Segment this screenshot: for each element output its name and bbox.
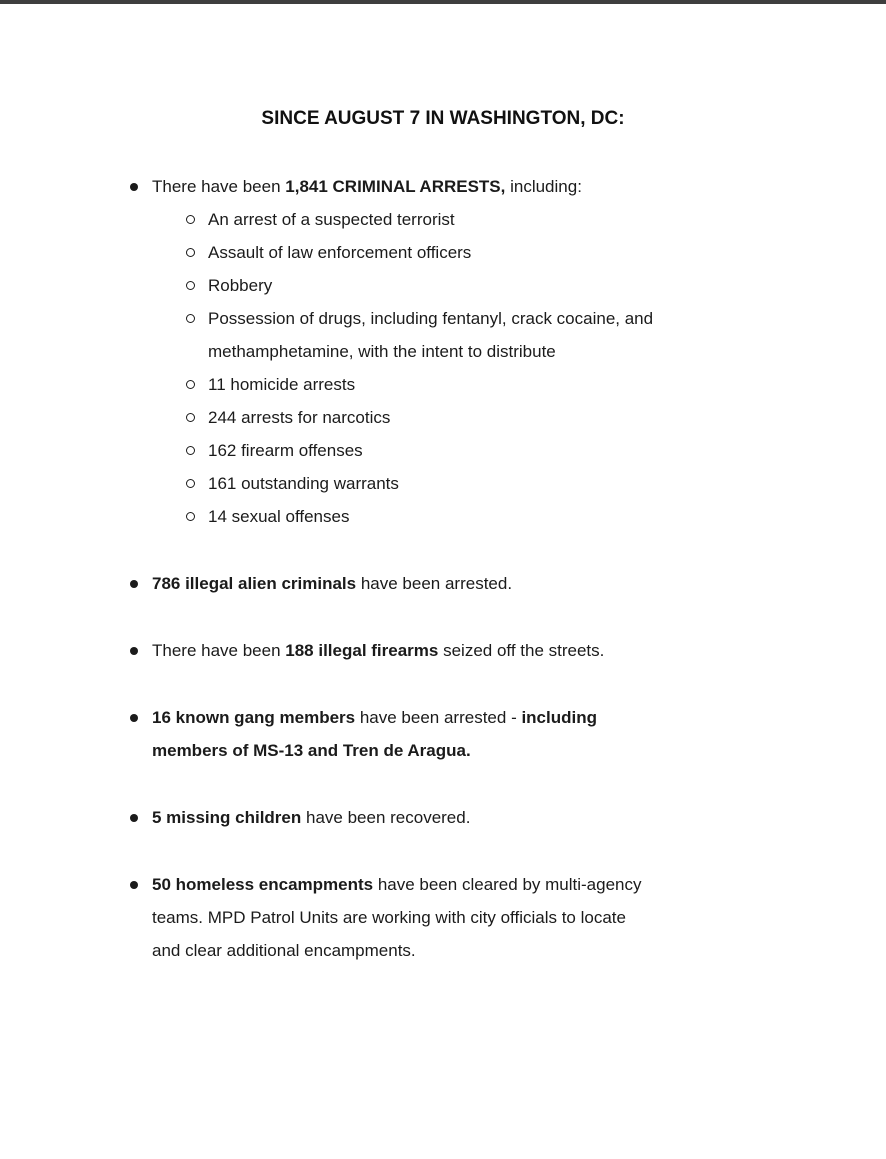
text-line xyxy=(208,434,886,467)
text-segment: members of MS-13 and Tren de Aragua. xyxy=(152,741,471,760)
text-line xyxy=(152,734,886,767)
text-line xyxy=(152,170,886,203)
text-segment: There have been xyxy=(152,177,286,196)
list-text xyxy=(208,368,886,401)
circle-bullet-icon xyxy=(186,281,195,290)
text-segment: Robbery xyxy=(208,276,273,295)
text-segment: have been cleared by multi-agency xyxy=(373,875,642,894)
text-line xyxy=(208,401,886,434)
list-row xyxy=(130,701,886,767)
text-segment: 244 arrests for narcotics xyxy=(208,408,391,427)
list-row xyxy=(186,269,886,302)
list-text xyxy=(208,500,886,533)
bullet-dot-icon xyxy=(130,647,138,655)
circle-bullet-icon xyxy=(186,215,195,224)
text-segment: including xyxy=(521,708,597,727)
list-row xyxy=(186,302,886,368)
text-segment: 5 missing children xyxy=(152,808,302,827)
text-segment: 1,841 CRIMINAL ARRESTS, xyxy=(285,177,506,196)
text-segment: seized off the streets. xyxy=(438,641,605,660)
list-row xyxy=(186,500,886,533)
text-segment: There have been xyxy=(152,641,286,660)
sub-bullet-list xyxy=(186,203,886,533)
text-line xyxy=(208,368,886,401)
window-top-border xyxy=(0,0,886,4)
text-segment: 786 illegal alien criminals xyxy=(152,574,357,593)
circle-bullet-icon xyxy=(186,446,195,455)
text-segment: including: xyxy=(505,177,582,196)
list-text xyxy=(152,801,886,834)
list-row xyxy=(186,467,886,500)
circle-bullet-icon xyxy=(186,512,195,521)
list-text xyxy=(208,434,886,467)
list-row xyxy=(186,401,886,434)
list-item xyxy=(130,170,886,533)
text-line xyxy=(152,701,886,734)
list-text xyxy=(208,203,886,236)
bullet-dot-icon xyxy=(130,714,138,722)
text-line xyxy=(208,236,886,269)
list-row xyxy=(130,868,886,967)
text-line xyxy=(208,500,886,533)
text-line xyxy=(152,868,886,901)
list-text xyxy=(152,868,886,967)
text-line xyxy=(152,567,886,600)
list-text xyxy=(208,302,886,368)
text-line xyxy=(208,203,886,236)
text-line xyxy=(208,335,886,368)
text-line xyxy=(208,302,886,335)
text-segment: have been arrested - xyxy=(355,708,522,727)
bullet-dot-icon xyxy=(130,881,138,889)
text-segment: methamphetamine, with the intent to distribute xyxy=(208,342,556,361)
text-segment: 161 outstanding warrants xyxy=(208,474,399,493)
document-title: SINCE AUGUST 7 IN WASHINGTON, DC: xyxy=(261,108,625,129)
list-item xyxy=(130,567,886,600)
list-text xyxy=(152,567,886,600)
list-row xyxy=(186,203,886,236)
text-segment: Assault of law enforcement officers xyxy=(208,243,472,262)
text-line xyxy=(208,467,886,500)
text-segment: have been arrested. xyxy=(356,574,513,593)
text-segment: 162 firearm offenses xyxy=(208,441,363,460)
text-segment: Possession of drugs, including fentanyl, crack cocaine, and xyxy=(208,309,654,328)
text-line xyxy=(152,801,886,834)
list-row xyxy=(130,567,886,600)
text-segment: have been recovered. xyxy=(301,808,471,827)
list-item xyxy=(130,868,886,967)
text-line xyxy=(208,269,886,302)
list-item xyxy=(130,634,886,667)
text-line xyxy=(152,901,886,934)
list-text xyxy=(152,701,886,767)
bullet-dot-icon xyxy=(130,183,138,191)
circle-bullet-icon xyxy=(186,314,195,323)
bullet-list xyxy=(0,170,886,967)
list-row xyxy=(186,236,886,269)
text-segment: 50 homeless encampments xyxy=(152,875,374,894)
list-text xyxy=(208,236,886,269)
list-row xyxy=(130,170,886,203)
list-text xyxy=(208,269,886,302)
list-row xyxy=(186,434,886,467)
list-row xyxy=(186,368,886,401)
list-row xyxy=(130,801,886,834)
text-segment: teams. MPD Patrol Units are working with city officials to locate xyxy=(152,908,626,927)
circle-bullet-icon xyxy=(186,380,195,389)
list-row xyxy=(130,634,886,667)
list-text xyxy=(152,634,886,667)
list-text xyxy=(152,170,886,203)
text-segment: 188 illegal firearms xyxy=(285,641,439,660)
text-segment: and clear additional encampments. xyxy=(152,941,416,960)
circle-bullet-icon xyxy=(186,248,195,257)
list-text xyxy=(208,401,886,434)
bullet-dot-icon xyxy=(130,580,138,588)
text-line xyxy=(152,634,886,667)
text-segment: 11 homicide arrests xyxy=(208,375,356,394)
list-item xyxy=(130,801,886,834)
list-item xyxy=(130,701,886,767)
circle-bullet-icon xyxy=(186,413,195,422)
list-text xyxy=(208,467,886,500)
text-segment: 16 known gang members xyxy=(152,708,356,727)
bullet-dot-icon xyxy=(130,814,138,822)
text-segment: An arrest of a suspected terrorist xyxy=(208,210,455,229)
circle-bullet-icon xyxy=(186,479,195,488)
text-line xyxy=(152,934,886,967)
text-segment: 14 sexual offenses xyxy=(208,507,350,526)
